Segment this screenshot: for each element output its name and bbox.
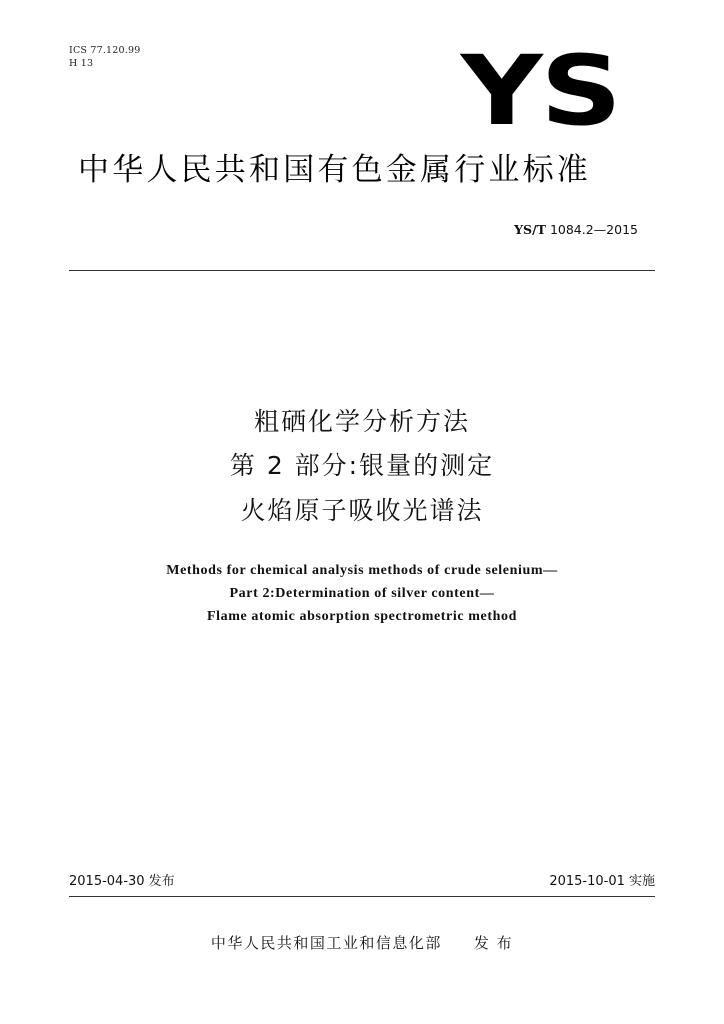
organization-title: 中华人民共和国有色金属行业标准 bbox=[78, 152, 591, 188]
ics-code: ICS 77.120.99 bbox=[69, 45, 141, 56]
top-divider bbox=[69, 270, 655, 271]
title-zh-line-1: 粗硒化学分析方法 bbox=[253, 407, 470, 436]
title-en-line-3: Flame atomic absorption spectrometric method bbox=[207, 609, 517, 624]
standard-number bbox=[514, 222, 638, 238]
title-zh-line-3: 火焰原子吸收光谱法 bbox=[240, 496, 484, 525]
issue-date: 2015-04-30 发布 bbox=[69, 874, 175, 889]
title-en-line-1: Methods for chemical analysis methods of crude selenium— bbox=[166, 563, 558, 578]
bottom-divider bbox=[69, 896, 655, 897]
implementation-date: 2015-10-01 实施 bbox=[549, 874, 655, 889]
title-en-line-2: Part 2:Determination of silver content— bbox=[229, 586, 495, 601]
issuer-action: 发 布 bbox=[473, 934, 514, 952]
standard-number-value: 1084.2—2015 bbox=[549, 222, 638, 237]
ys-logo: YS bbox=[461, 35, 620, 147]
classification-code: H 13 bbox=[69, 58, 94, 69]
issuer-name: 中华人民共和国工业和信息化部 bbox=[210, 934, 442, 952]
title-zh-line-2: 第 2 部分:银量的测定 bbox=[229, 451, 495, 480]
standard-code: YS/T bbox=[514, 222, 546, 237]
issuer-line bbox=[0, 933, 724, 953]
